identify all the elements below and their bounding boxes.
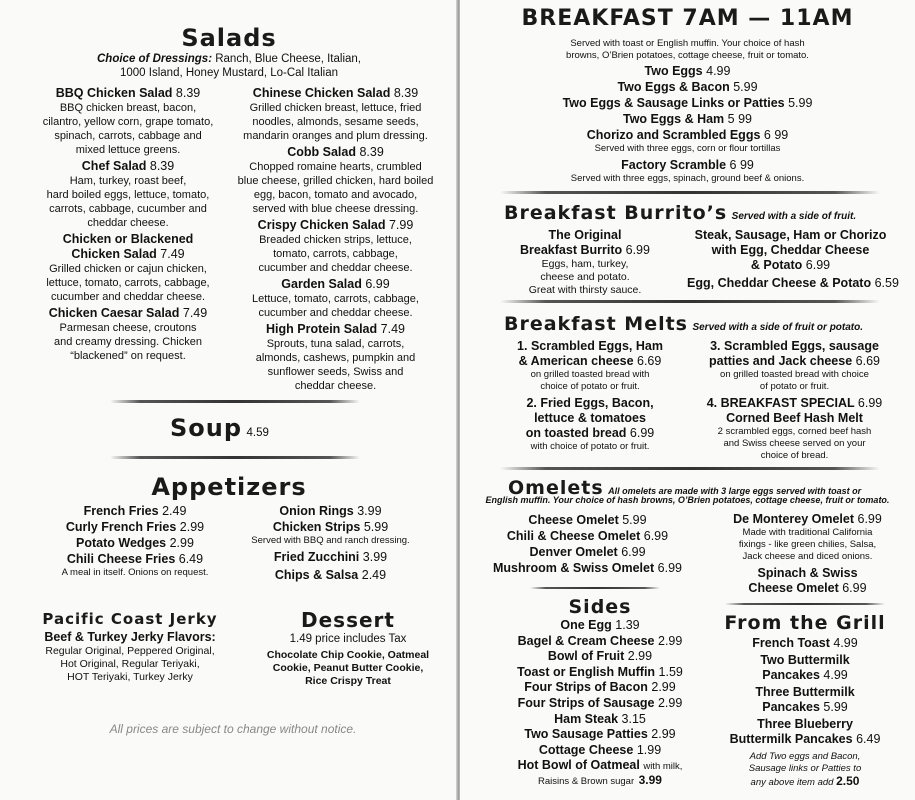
menu-item-crispy-chicken-salad: Crispy Chicken Salad 7.99 [257, 218, 414, 232]
menu-item-chips-salsa: Chips & Salsa 2.49 [274, 568, 387, 582]
omelets-title: Omelets [508, 477, 604, 499]
menu-item-two-sausage-patties: Two Sausage Patties 2.99 [524, 727, 676, 742]
dessert-section [248, 608, 448, 688]
menu-item-melt-2: 2. Fried Eggs, Bacon, lettuce & tomatoes on toasted bread 6.99 [525, 396, 655, 440]
menu-item-mushroom-swiss-omelet: Mushroom & Swiss Omelet 6.99 [493, 561, 682, 575]
burritos-subtitle: Served with a side of fruit. [731, 211, 857, 222]
menu-item-three-buttermilk-pancakes: Three Buttermilk Pancakes 5.99 [755, 685, 855, 714]
menu-item-toast-english-muffin: Toast or English Muffin 1.59 [517, 664, 683, 679]
omelets-subtitle: All omelets are made with 3 large eggs served with toast or [608, 486, 862, 496]
item-note: Served with BBQ and ranch dressing. [251, 535, 410, 546]
menu-item-cheese-omelet: Cheese Omelet 5.99 [528, 513, 647, 527]
grill-title: From the Grill [724, 612, 886, 634]
salads-column-1 [28, 86, 228, 363]
item-description: Grilled chicken or cajun chicken, lettuce, tomato, carrots, cabbage, cucumber and cheddar cheese. [46, 263, 210, 303]
menu-item-french-fries: French Fries 2.49 [83, 504, 187, 518]
grill-add-on-note: Add Two eggs and Bacon, Sausage links or Patties to any above item add 2.50 [748, 751, 862, 788]
menu-item-chorizo-scrambled-eggs: Chorizo and Scrambled Eggs 6 99 [586, 128, 789, 142]
price-disclaimer: All prices are subject to change without notice. [109, 722, 357, 736]
jerky-title: Pacific Coast Jerky [42, 610, 218, 628]
menu-item-two-eggs-ham: Two Eggs & Ham 5 99 [623, 112, 752, 126]
section-divider [500, 300, 880, 303]
melts-column-1 [495, 339, 685, 453]
item-description: Ham, turkey, roast beef, hard boiled eggs, lettuce, tomato, carrots, cabbage, cucumber and cheddar cheese. [46, 175, 210, 229]
menu-item-four-strips-bacon: Four Strips of Bacon 2.99 [524, 680, 676, 695]
item-description: with choice of potato or fruit. [530, 441, 650, 452]
menu-item-high-protein-salad: High Protein Salad 7.49 [266, 322, 405, 336]
item-description: Sprouts, tuna salad, carrots, almonds, cashews, pumpkin and sunflower seeds, Swiss and cheddar cheese. [255, 338, 416, 392]
dressings-label: Choice of Dressings: [97, 53, 213, 65]
section-divider [725, 603, 885, 605]
appetizers-column-2 [228, 503, 433, 583]
section-divider [500, 191, 880, 194]
menu-item-chili-cheese-fries: Chili Cheese Fries 6.49 [66, 552, 204, 566]
menu-item-chicken-or-blackened-salad: Chicken or Blackened Chicken Salad 7.49 [62, 232, 194, 261]
dessert-list: Chocolate Chip Cookie, Oatmeal Cookie, Peanut Butter Cookie, Rice Crispy Treat [266, 649, 430, 687]
burritos-heading [504, 202, 856, 224]
item-description: Breaded chicken strips, lettuce, tomato, carrots, cabbage, cucumber and cheddar cheese. [258, 234, 413, 274]
menu-item-bbq-chicken-salad: BBQ Chicken Salad 8.39 [55, 86, 201, 100]
menu-item-de-monterey-omelet: De Monterey Omelet 6.99 [733, 512, 882, 526]
menu-item-three-blueberry-pancakes: Three Blueberry Buttermilk Pancakes 6.49 [729, 717, 881, 746]
right-menu-page [460, 0, 915, 800]
menu-item-chef-salad: Chef Salad 8.39 [81, 159, 175, 173]
menu-item-denver-omelet: Denver Omelet 6.99 [529, 545, 646, 559]
item-description: 2 scrambled eggs, corned beef hash and Swiss cheese served on your choice of bread. [717, 426, 872, 461]
menu-item-ham-steak: Ham Steak 3.15 [554, 711, 646, 726]
item-note: A meal in itself. Onions on request. [61, 567, 209, 578]
salads-column-2 [228, 86, 443, 393]
menu-item-fried-zucchini: Fried Zucchini 3.99 [273, 550, 388, 564]
item-description: on grilled toasted bread with choice of potato or fruit. [530, 369, 650, 392]
appetizers-title: Appetizers [151, 473, 307, 501]
menu-item-melt-3: 3. Scrambled Eggs, sausage patties and Jack cheese 6.69 [709, 339, 880, 368]
menu-item-four-strips-sausage: Four Strips of Sausage 2.99 [517, 695, 683, 710]
section-divider [500, 467, 880, 470]
menu-item-factory-scramble: Factory Scramble 6 99 [621, 158, 754, 172]
dessert-price-note: 1.49 price includes Tax [289, 633, 407, 645]
burrito-egg-cheddar: Egg, Cheddar Cheese & Potato 6.59 [687, 276, 899, 290]
menu-item-oatmeal: Hot Bowl of Oatmeal with milk, [517, 758, 683, 773]
item-description: BBQ chicken breast, bacon, cilantro, yellow corn, grape tomato, spinach, carrots, cabbage and mixed lettuce greens. [42, 102, 214, 156]
oatmeal-detail: Raisins & Brown sugar 3.99 [538, 772, 662, 787]
breakfast-title: BREAKFAST 7AM — 11AM [521, 6, 854, 31]
melts-subtitle: Served with a side of fruit or potato. [692, 322, 864, 333]
item-note: Served with three eggs, spinach, ground beef & onions. [570, 173, 805, 184]
jerky-section [30, 610, 230, 684]
item-description: on grilled toasted bread with choice of potato or fruit. [720, 369, 869, 392]
menu-item-two-eggs: Two Eggs 4.99 [644, 64, 731, 78]
menu-item-one-egg: One Egg 1.39 [560, 618, 640, 632]
melts-heading [504, 313, 863, 335]
menu-item-bagel-cream-cheese: Bagel & Cream Cheese 2.99 [517, 633, 683, 648]
item-description: Grilled chicken breast, lettuce, fried noodles, almonds, sesame seeds, mandarin oranges and plum dressing. [243, 102, 428, 142]
section-divider [110, 400, 360, 403]
item-description: Eggs, ham, turkey, cheese and potato. Great with thirsty sauce. [528, 258, 642, 296]
menu-item-curly-french-fries: Curly French Fries 2.99 [65, 520, 205, 534]
burrito-original-name: The Original Breakfast Burrito 6.99 [520, 228, 650, 257]
menu-item-chinese-chicken-salad: Chinese Chicken Salad 8.39 [252, 86, 419, 100]
breakfast-items [460, 63, 915, 185]
melts-title: Breakfast Melts [504, 313, 688, 335]
burrito-steak: Steak, Sausage, Ham or Chorizo with Egg, Cheddar Cheese & Potato 6.99 [694, 228, 887, 272]
jerky-subtitle: Beef & Turkey Jerky Flavors: [44, 630, 216, 644]
omelets-column-2 [710, 512, 905, 596]
menu-item-two-eggs-sausage: Two Eggs & Sausage Links or Patties 5.99 [562, 96, 813, 110]
menu-item-chicken-strips: Chicken Strips 5.99 [272, 520, 389, 534]
grill-section [700, 612, 910, 789]
menu-item-garden-salad: Garden Salad 6.99 [281, 277, 390, 291]
menu-item-chili-cheese-omelet: Chili & Cheese Omelet 6.99 [506, 529, 669, 543]
menu-item-spinach-swiss-omelet: Spinach & Swiss Cheese Omelet 6.99 [748, 566, 867, 595]
section-divider [110, 456, 360, 459]
item-description: Parmesan cheese, croutons and creamy dressing. Chicken “blackened” on request. [54, 322, 202, 362]
sides-title: Sides [568, 596, 632, 618]
dressings-line [0, 52, 458, 66]
menu-item-cobb-salad: Cobb Salad 8.39 [287, 145, 384, 159]
salads-title: Salads [181, 24, 277, 52]
menu-item-two-buttermilk-pancakes: Two Buttermilk Pancakes 4.99 [760, 653, 850, 682]
menu-item-melt-1: 1. Scrambled Eggs, Ham & American cheese 6.69 [517, 339, 663, 368]
omelets-column-1 [475, 512, 700, 576]
omelets-subtitle-2: English muffin. Your choice of hash browns, O’Brien potatoes, cottage cheese, fruit or tomato. [485, 495, 890, 505]
section-divider [530, 587, 660, 589]
soup-title: Soup [170, 414, 243, 442]
dressings-text: Ranch, Blue Cheese, Italian, [215, 53, 361, 65]
menu-item-french-toast: French Toast 4.99 [752, 636, 858, 650]
burritos-title: Breakfast Burrito’s [504, 202, 728, 224]
item-note: Served with three eggs, corn or flour tortillas [594, 143, 781, 154]
jerky-flavors: Regular Original, Peppered Original, Hot Original, Regular Teriyaki, HOT Teriyaki, Turkey Jerky [45, 645, 215, 683]
menu-item-melt-4: 4. BREAKFAST SPECIAL 6.99 Corned Beef Hash Melt [706, 396, 883, 425]
appetizers-column-1 [40, 503, 230, 579]
menu-item-bowl-of-fruit: Bowl of Fruit 2.99 [547, 649, 653, 664]
menu-item-onion-rings: Onion Rings 3.99 [279, 504, 382, 518]
item-description: Lettuce, tomato, carrots, cabbage, cucumber and cheddar cheese. [252, 293, 419, 319]
menu-item-cottage-cheese: Cottage Cheese 1.99 [538, 742, 662, 757]
item-description: Made with traditional California fixings - like green chilies, Salsa, Jack cheese and diced onions. [738, 527, 877, 562]
sides-section [480, 596, 720, 788]
dressings-line-2: 1000 Island, Honey Mustard, Lo-Cal Italian [120, 67, 338, 79]
melts-column-2 [692, 339, 897, 462]
soup-heading [170, 414, 269, 442]
menu-item-two-eggs-bacon: Two Eggs & Bacon 5.99 [617, 80, 758, 94]
breakfast-intro: Served with toast or English muffin. Your choice of hash browns, O’Brien potatoes, cottage cheese, fruit or tomato. [566, 38, 809, 61]
dessert-title: Dessert [301, 608, 395, 632]
item-description: Chopped romaine hearts, crumbled blue cheese, grilled chicken, hard boiled egg, bacon, tomato and avocado, served with blue cheese dressing. [237, 161, 434, 215]
soup-price: 4.59 [246, 427, 269, 439]
menu-item-chicken-caesar-salad: Chicken Caesar Salad 7.49 [48, 306, 208, 320]
menu-item-potato-wedges: Potato Wedges 2.99 [76, 536, 194, 550]
burrito-original [510, 228, 660, 297]
